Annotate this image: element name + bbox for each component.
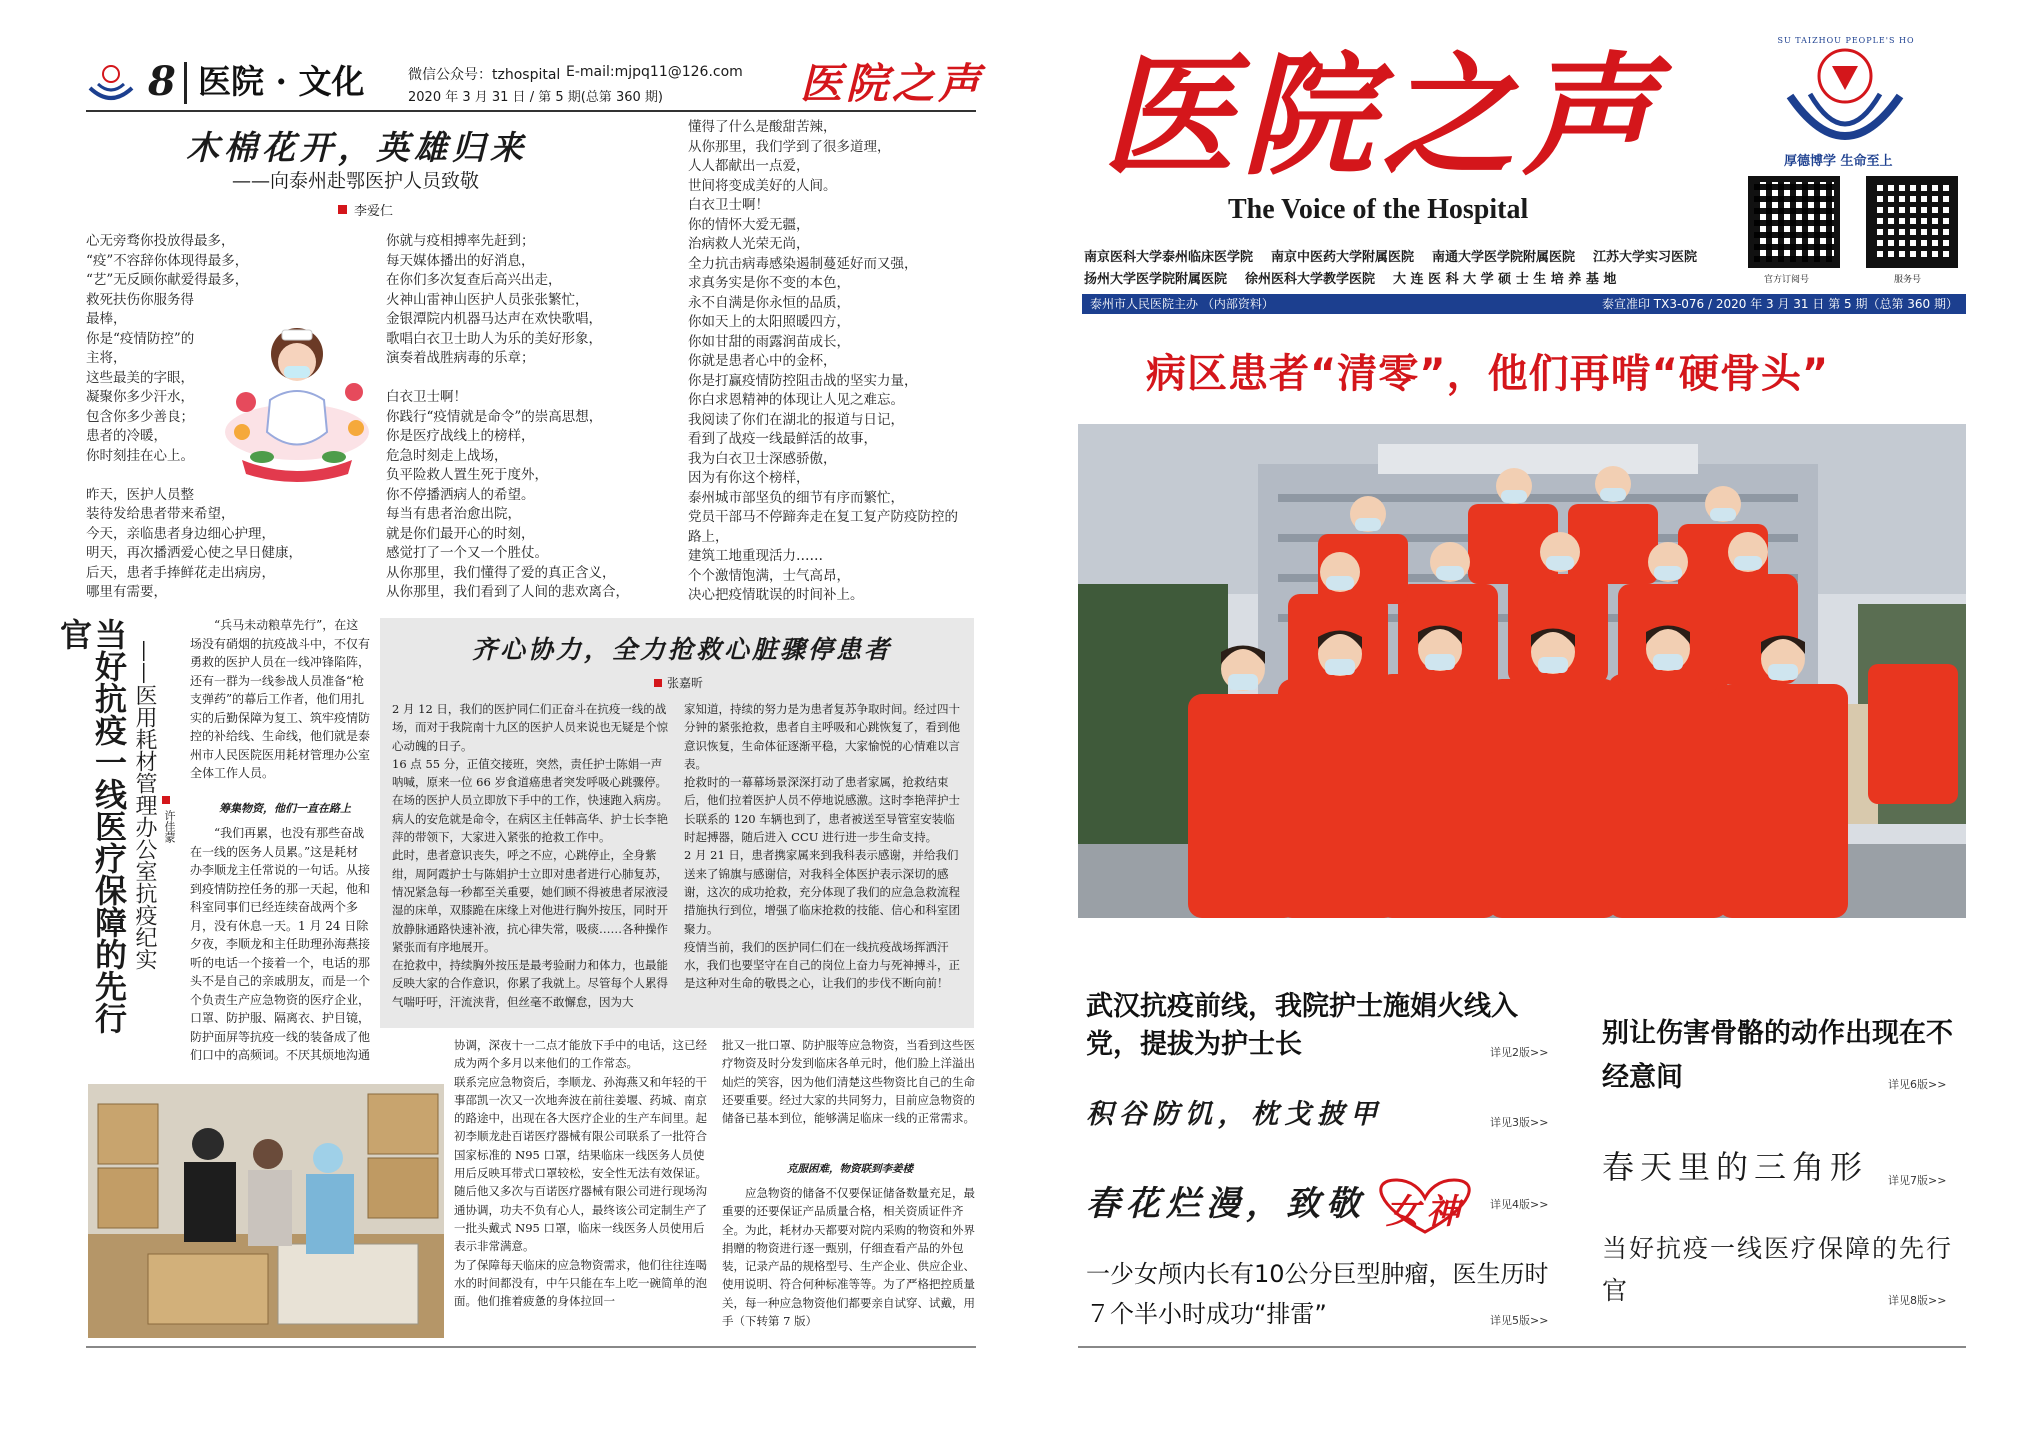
teaser-6-title: 春天里的三角形 — [1602, 1148, 1869, 1186]
teaser-5-see: 详见6版>> — [1888, 1078, 1947, 1091]
wechat-id: 微信公众号：tzhospital — [408, 67, 561, 83]
teaser-4-title: 一少女颅内长有10公分巨型肿瘤，医生历时７个半小时成功“排雷” — [1086, 1260, 1549, 1328]
section-title: 医院 · 文化 — [198, 62, 365, 101]
vertical-article-subtitle: ——医用耗材管理办公室抗疫纪实 — [132, 640, 157, 970]
email: E-mail:mjpq11@126.com — [566, 64, 743, 80]
poem-title: 木棉花开，英雄归来 — [186, 128, 528, 167]
qr-label-official: 官方订阅号 — [1764, 275, 1810, 285]
publisher: 泰州市人民医院主办 （内部资料） — [1090, 297, 1274, 311]
issue-info: 2020 年 3 月 31 日 / 第 5 期(总第 360 期) — [408, 90, 663, 105]
masthead: 医院之声 — [1102, 39, 1662, 194]
vertical-article-cont-2: 批又一批口罩、防护服等应急物资，当看到这些医疗物资及时分发到临床各单元时，他们脸上洋溢出灿烂的笑容，因为他们清楚这些物资比自己的生命还要重要。经过大家的共同努力，目前应急物资的储备已基本到位，能够满足临床一线的正常需求。 — [722, 1038, 975, 1126]
header-divider — [184, 62, 187, 104]
nurse-illustration — [222, 282, 372, 482]
header-rule — [86, 110, 976, 112]
poem-author-mark — [338, 205, 347, 214]
poem-col-3: 懂得了什么是酸甜苦辣， 从你那里，我们学到了很多道理， 人人都献出一点爱， 世间将变成美好的人间。 白衣卫士啊！ 你的情怀大爱无疆， 治病救人光荣无尚， 全力抗击病毒感染遏制蔓延好而又强， 求真务实是你不变的本色， 永不自满是你永恒的品质， 你如天上的太阳照暖四方， 你如甘甜的雨露润苗成长， 你就是患者心中的金杯， 你是打赢疫情防控阻击战的坚实力量， 你白求恩精神的体现让人见之难忘。 我阅读了你们在湖北的报道与日记， 看到了战疫一线最鲜活的故事， 我为白衣卫士深感骄傲， 因为有你这个榜样， 泰州城市部坚负的细节有序而繁忙， 党员干部马不停蹄奔走在复工复产防疫防控的 路上， 建筑工地重现活力…… 个个激情饱满，士气高昂， 决心把疫情耽误的时间补上。 — [688, 119, 958, 603]
masthead-small: 医院之声 — [800, 59, 985, 108]
teaser-1-title: 武汉抗疫前线，我院护士施娟火线入党，提拔为护士长 — [1086, 991, 1518, 1060]
teaser-6-see: 详见7版>> — [1888, 1174, 1947, 1187]
poem-col-2: 你就与疫相搏率先赶到； 每天媒体播出的好消息， 在你们多次复查后高兴出走， 火神山雷神山医护人员张张繁忙， 金银潭院内机器马达声在欢快歌唱， 歌唱白衣卫士助人为乐的美好形象， 演奏着战胜病毒的乐章； 白衣卫士啊！ 你践行“疫情就是命令”的崇高思想， 你是医疗战线上的榜样， 危急时刻走上战场， 负平险救人置生死于度外， 你不停播洒病人的希望。 每当有患者治愈出院， 就是你们最开心的时刻， 感觉打了一个又一个胜仗。 从你那里，我们懂得了爱的真正含义， 从你那里，我们看到了人间的悲欢离合， — [386, 233, 629, 600]
teaser-5-title: 别让伤害骨骼的动作出现在不经意间 — [1602, 1018, 1953, 1093]
affiliation: 江苏大学实习医院 — [1593, 250, 1698, 265]
teaser-2-see: 详见3版>> — [1490, 1116, 1549, 1129]
vertical-article-subhead: 筹集物资，他们一直在路上 — [219, 802, 351, 815]
heart-article-col-2: 家知道，持续的努力是为患者复苏争取时间。经过四十分钟的紧张抢救，患者自主呼吸和心跳恢复了，看到他意识恢复，生命体征逐渐平稳，大家愉悦的心情难以言表。 抢救时的一幕幕场景深深打动了患者家属，抢救结束后，他们拉着医护人员不停地说感激。这时李艳萍护士长联系的 120 车辆也到了，患者被送至导管室安装临时起搏器，随后进入 CCU 进行进一步生命支持。 2 月 21 日，患者携家属来到我科表示感谢，并给我们送来了锦旗与感谢信，对我科全体医护表示深切的感谢，这次的成功抢救，充分体现了我们的应急急救流程措施执行到位，增强了临床抢救的技能、信心和科室团聚力。 疫情当前，我们的医护同仁们在一线抗疫战场挥洒汗水，我们也要坚守在自己的岗位上奋力与死神搏斗，正是这种对生命的敬畏之心，让我们的步伐不断向前！ — [684, 702, 960, 991]
qr-label-service: 服务号 — [1894, 275, 1922, 285]
affiliation: 南通大学医学院附属医院 — [1432, 250, 1576, 265]
affiliation: 扬州大学医学院附属医院 — [1084, 272, 1228, 287]
teaser-3-title — [1086, 1176, 1484, 1236]
english-title: The Voice of the Hospital — [1228, 194, 1529, 225]
heart-author-mark — [654, 679, 662, 687]
poem-author: 李爱仁 — [354, 204, 394, 219]
teaser-3-title-b: 女神 — [1386, 1192, 1466, 1232]
vertical-article-author: 许佳蒙 — [163, 810, 176, 843]
teaser-7-title: 当好抗疫一线医疗保障的先行官 — [1602, 1234, 1954, 1305]
teaser-1-see: 详见2版>> — [1490, 1046, 1549, 1059]
teaser-4-see: 详见5版>> — [1490, 1314, 1549, 1327]
teaser-3-title-a: 春花烂漫，致敬 — [1086, 1184, 1366, 1224]
teaser-divider-top — [1078, 976, 1079, 977]
vertical-article-intro: “兵马未动粮草先行”，在这场没有硝烟的抗疫战斗中，不仅有勇救的医护人员在一线冲锋陷阵，还有一群为一线参战人员准备“枪支弹药”的幕后工作者，他们用扎实的后勤保障为复工、筑牢疫情防控的补给线、生命线，他们就是泰州市人民医院医用耗材管理办公室全体工作人员。 — [190, 618, 371, 780]
poem-col-1: 心无旁骛你投放得最多， “疫”不容辞你体现得最多， “艺”无反顾你献爱得最多， 救死扶伤你服务得 最棒， 你是“疫情防控”的 主将， 这些最美的字眼， 凝聚你多少汗水， 包含你多少善良； 患者的冷暖， 你时刻挂在心上。 昨天，医护人员整 装待发给患者带来希望， 今天，亲临患者身边细心护理， 明天，再次播洒爱心使之早日健康， 后天，患者手捧鲜花走出病房， 哪里有需要， — [86, 233, 302, 600]
left-bottom-rule — [86, 1346, 976, 1348]
logo-ring-text: SU TAIZHOU PEOPLE'S HO — [1777, 36, 1915, 45]
print-permit: 泰宣准印 TX3-076 / 2020 年 3 月 31 日 第 5 期（总第 360 期） — [1601, 297, 1958, 311]
vertical-article-title: 当好抗疫一线医疗保障的先行官 — [55, 618, 128, 1034]
qr-code-service — [1866, 176, 1958, 268]
teaser-3-see: 详见4版>> — [1490, 1198, 1549, 1211]
vertical-article-cont-3: 应急物资的储备不仅要保证储备数量充足，最重要的还要保证产品质量合格，相关资质证件齐全。为此，耗材办天都要对院内采购的物资和外界捐赠的物资进行逐一甄别，仔细查看产品的外包装，记录产品的规格型号、生产企业、供应企业、使用说明、符合何种标准等等。为了严格把控质量关，每一种应急物资他们都要亲自试穿、试戴，用手（下转第 7 版） — [722, 1186, 975, 1329]
vertical-article-body: “我们再累，也没有那些奋战在一线的医务人员累。”这是耗材办李顺龙主任常说的一句话。从接到疫情防控任务的那一天起，他和科室同事们已经连续奋战两个多月，没有休息一天。1 月 24 日除夕夜，李顺龙和主任助理孙海燕接听的电话一个接着一个，电话的那头不是自己的亲戚朋友，而是一个个负责生产应急物资的医疗企业，口罩、防护服、隔离衣、护目镜，防护面屏等抗疫一线的装备成了他们口中的高频词。不厌其烦地沟通 — [190, 826, 371, 1062]
affiliation: 大 连 医 科 大 学 硕 士 生 培 养 基 地 — [1393, 272, 1617, 287]
goddess-heart — [1366, 1176, 1484, 1236]
page-number: 8 — [148, 58, 176, 105]
right-bottom-rule — [1078, 1346, 1966, 1348]
poem-subtitle: ——向泰州赴鄂医护人员致敬 — [232, 170, 480, 192]
vertical-article-cont-1: 协调，深夜十一二点才能放下手中的电话，这已经成为两个多月以来他们的工作常态。 联系完应急物资后，李顺龙、孙海燕又和年轻的干事邵凯一次又一次地奔波在前往姜堰、药城、南京的路途中，出现在各大医疗企业的生产车间里。起初李顺龙赴百诺医疗器械有限公司联系了一批符合国家标准的 N95 口罩，结果临床一线医务人员使用后反映耳带式口罩较松，安全性无法有效保证。随后他又多次与百诺医疗器械有限公司进行现场沟通协调，功夫不负有心人，最终该公司定制生产了一批头戴式 N95 口罩，临床一线医务人员使用后表示非常满意。 为了保障每天临床的应急物资需求，他们往往连喝水的时间都没有，中午只能在车上吃一碗简单的泡面。他们推着疲惫的身体拉回一 — [454, 1038, 707, 1309]
teaser-2-title: 积谷防饥，枕戈披甲 — [1086, 1099, 1383, 1130]
heart-article-author: 张嘉昕 — [667, 676, 704, 690]
teaser-7-see: 详见8版>> — [1888, 1294, 1947, 1307]
affiliation-row-2 — [1084, 268, 1764, 287]
vertical-article-subhead-2: 克服困难，物资联到李姜楼 — [787, 1163, 913, 1175]
main-headline: 病区患者“清零”，他们再啃“硬骨头” — [1146, 351, 1830, 397]
affiliation: 南京中医药大学附属医院 — [1271, 250, 1415, 265]
info-bar — [1082, 294, 1966, 314]
vertical-author-mark — [162, 796, 170, 804]
affiliation-row-1 — [1084, 246, 1764, 265]
hospital-logo-small — [86, 60, 136, 106]
heart-article-col-1: 2 月 12 日，我们的医护同仁们正奋斗在抗疫一线的战场，而对于我院南十九区的医护人员来说也无疑是个惊心动魄的日子。 16 点 55 分，正值交接班，突然，责任护士陈娟一声呐喊，原来一位 66 岁食道癌患者突发呼吸心跳骤停。在场的医护人员立即放下手中的工作，快速跑入病房。病人的安危就是命令，在病区主任韩高华、护士长李艳萍的带领下，大家进入紧张的抢救工作中。 此时，患者意识丧失，呼之不应，心跳停止，全身紫绀，周阿霞护士与陈娟护士立即对患者进行心肺复苏，情况紧急每一秒都至关重要，她们顾不得被患者尿液浸湿的床单，双膝跪在床缘上对他进行胸外按压，同时开放静脉通路快速补液，抗心律失常，吸痰……各种操作紧张而有序地展开。 在抢救中，持续胸外按压是最考验耐力和体力，也最能反映大家的合作意识，你累了我就上。尽管每个人累得气喘吁吁，汗流浃背，但丝毫不敢懈怠，因为大 — [392, 702, 668, 1009]
affiliation: 南京医科大学泰州临床医学院 — [1084, 250, 1254, 265]
logo-motto: 厚德博学 生命至上 — [1784, 154, 1893, 169]
affiliation: 徐州医科大学教学医院 — [1245, 272, 1376, 287]
heart-article-title: 齐心协力，全力抢救心脏骤停患者 — [472, 635, 893, 664]
warehouse-photo — [88, 1084, 444, 1338]
team-photo — [1078, 424, 1966, 918]
